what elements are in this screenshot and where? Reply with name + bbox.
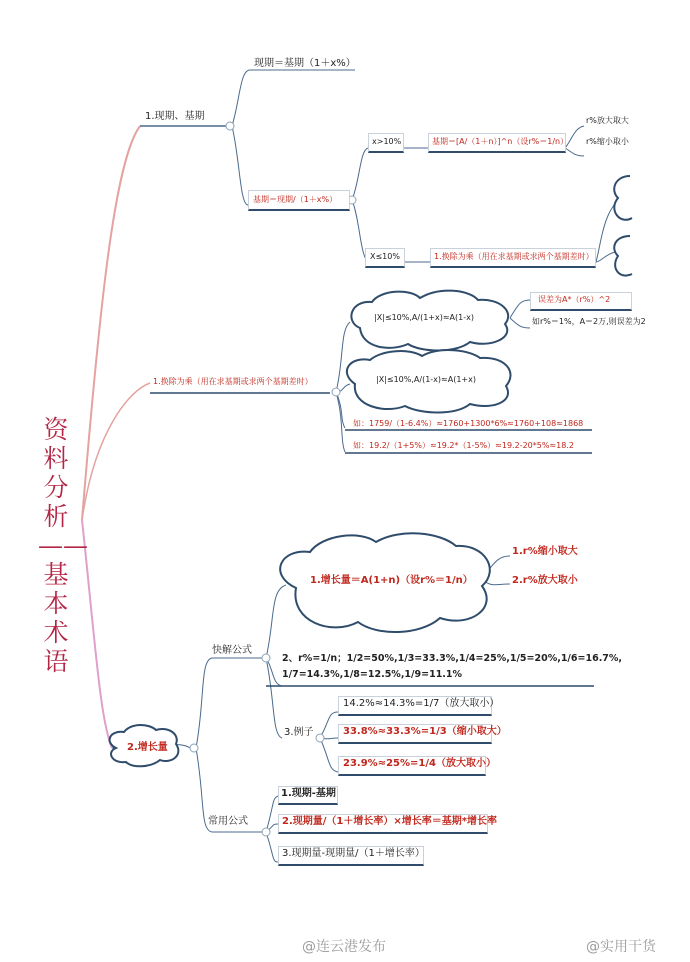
node-c2: 2.现期量/（1＋增长率）×增长率＝基期*增长率 xyxy=(282,816,497,827)
node-r-big[interactable]: r%放大取大 xyxy=(586,116,629,125)
node-division-to-multiply[interactable]: 1.换除为乘（用在求基期或求两个基期差时） xyxy=(153,377,313,386)
node-fraction-table-1[interactable]: 2、r%=1/n；1/2=50%,1/3=33.3%,1/4=25%,1/5=20%,1/6=16.7%, xyxy=(282,653,623,664)
node-c1: 1.现期-基期 xyxy=(281,788,336,799)
page-title: 资料分析——基本术语 xyxy=(38,415,88,676)
node-error-example[interactable]: 如r%＝1%，A＝2万,则误差为2 xyxy=(532,317,646,326)
cloud-growth-formula[interactable]: 1.增长量＝A(1+n)（设r%＝1/n） xyxy=(310,575,473,586)
node-common-formula[interactable]: 常用公式 xyxy=(208,816,248,827)
node-x-gt-formula: 基期＝[A/（1＋n）]^n（设r%＝1/n） xyxy=(432,137,569,146)
node-example-2[interactable]: 如：19.2/（1+5%）≈19.2*（1-5%）≈19.2-20*5%≈18.2 xyxy=(353,441,574,450)
watermark-1: @连云港发布 xyxy=(302,939,386,955)
node-c3: 3.现期量-现期量/（1＋增长率） xyxy=(282,848,425,859)
node-current-base[interactable]: 1.现期、基期 xyxy=(145,111,205,122)
node-r-shrink[interactable]: 1.r%缩小取大 xyxy=(512,546,578,557)
cloud-approx-1[interactable]: |X|≤10%,A/(1+x)≈A(1-x) xyxy=(374,313,474,322)
cloud-approx-2[interactable]: |X|≤10%,A/(1-x)≈A(1+x) xyxy=(376,375,476,384)
node-error: 误差为A*（r%）^2 xyxy=(538,295,611,304)
node-examples[interactable]: 3.例子 xyxy=(284,727,314,738)
node-quick-formula[interactable]: 快解公式 xyxy=(212,645,252,656)
node-x-gt: x>10% xyxy=(372,137,402,146)
node-ex2: 33.8%≈33.3%=1/3（缩小取大） xyxy=(343,726,507,737)
node-example-1[interactable]: 如：1759/（1-6.4%）≈1760+1300*6%≈1760+108≈1868 xyxy=(353,419,584,428)
node-fraction-table-2[interactable]: 1/7=14.3%,1/8=12.5%,1/9=11.1% xyxy=(282,669,463,680)
watermark-2: @实用干货 xyxy=(586,939,656,955)
node-ex1: 14.2%≈14.3%=1/7（放大取小） xyxy=(343,698,500,709)
node-current-formula[interactable]: 现期＝基期（1＋x%） xyxy=(254,58,356,69)
node-base-formula: 基期＝现期/（1＋x%） xyxy=(253,195,338,204)
node-r-enlarge[interactable]: 2.r%放大取小 xyxy=(512,575,578,586)
node-x-le-formula: 1.换除为乘（用在求基期或求两个基期差时） xyxy=(434,252,594,261)
node-x-le: X≤10% xyxy=(370,252,400,261)
node-growth-amount[interactable]: 2.增长量 xyxy=(127,742,168,753)
node-r-small[interactable]: r%缩小取小 xyxy=(586,137,629,146)
node-ex3: 23.9%≈25%=1/4（放大取小） xyxy=(343,758,496,769)
